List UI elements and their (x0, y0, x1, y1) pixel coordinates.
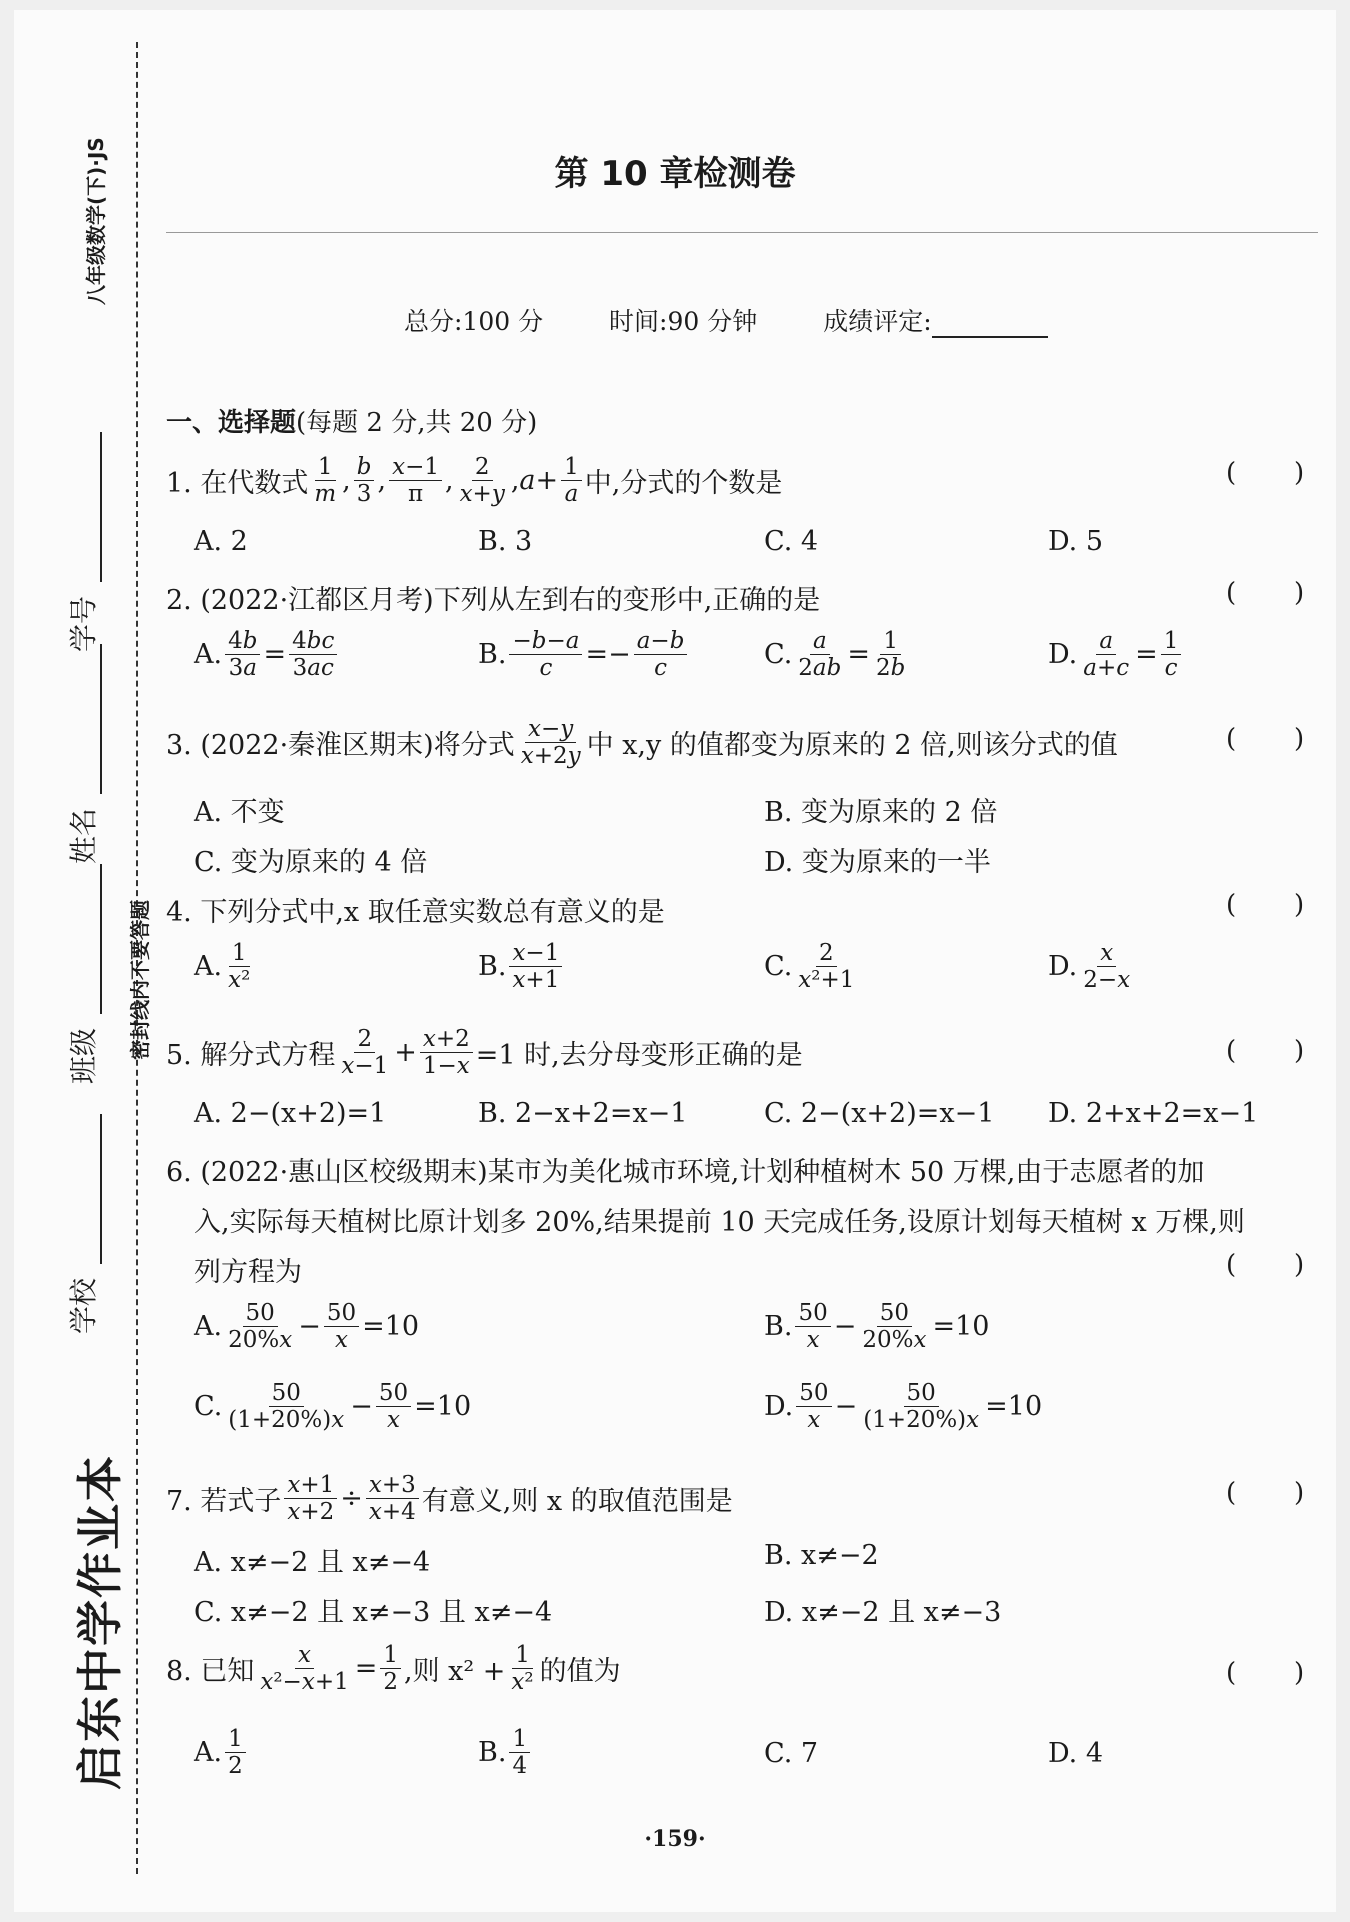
q7-option-d[interactable]: D. x≠−2 且 x≠−3 (764, 1597, 1002, 1628)
q2-option-c[interactable]: C. $\frac{a}{2ab}$ = $\frac{1}{2b}$ (764, 628, 906, 682)
question-5: 5. 解分式方程 $\frac{2}{x-1}$ + $\frac{x+2}{1-x}$ =1 时,去分母变形正确的是 (166, 1026, 803, 1080)
q1-option-b[interactable]: B. 3 (478, 526, 533, 557)
question-3: 3. (2022·秦淮区期末)将分式 $\frac{x-y}{x+2y}$ 中 x,y 的值都变为原来的 2 倍,则该分式的值 (166, 716, 1118, 770)
q7-option-b[interactable]: B. x≠−2 (764, 1540, 879, 1571)
name-field[interactable]: 姓名 (62, 644, 102, 864)
q4-option-d[interactable]: D. $\frac{x}{2-x}$ (1048, 940, 1131, 994)
q5-option-d[interactable]: D. 2+x+2=x−1 (1048, 1098, 1259, 1129)
exam-time: 时间:90 分钟 (609, 307, 758, 336)
title-divider (166, 232, 1318, 233)
q6-option-a[interactable]: A. $\frac{50}{20\%x}$ − $\frac{50}{x}$ =10 (194, 1300, 420, 1354)
q4-option-a[interactable]: A. $\frac{1}{\text{x²}}$ (194, 940, 251, 994)
q4-option-b[interactable]: B. $\frac{x-1}{x+1}$ (478, 940, 565, 994)
answer-bracket-6[interactable]: ( ) (1226, 1250, 1305, 1280)
question-1: 1. 在代数式 $\frac{1}{m}$ , $\frac{b}{3}$ , $\frac{x-1}{\pi}$ , $\frac{2}{x+y}$ , a + $\frac{1}{a}$ 中,分式的个数是 (166, 454, 783, 508)
exam-meta (404, 302, 1048, 338)
page-title: 第 10 章检测卷 (554, 154, 796, 194)
q2-option-a[interactable]: A. $\frac{4b}{3a}$ = $\frac{4bc}{3ac}$ (194, 628, 340, 682)
q3-option-d[interactable]: D. 变为原来的一半 (764, 847, 991, 878)
q3-option-b[interactable]: B. 变为原来的 2 倍 (764, 797, 998, 828)
question-6-line-1: 6. (2022·惠山区校级期末)某市为美化城市环境,计划种植树木 50 万棵,由于志愿者的加 (166, 1157, 1205, 1188)
q8-option-a[interactable]: A. $\frac{1}{2}$ (194, 1726, 249, 1780)
q7-option-a[interactable]: A. x≠−2 且 x≠−4 (194, 1547, 431, 1578)
grade-label: 成绩评定: (823, 307, 932, 336)
q5-option-c[interactable]: C. 2−(x+2)=x−1 (764, 1098, 995, 1129)
answer-bracket-8[interactable]: ( ) (1226, 1658, 1305, 1688)
q8-option-b[interactable]: B. $\frac{1}{4}$ (478, 1726, 533, 1780)
section-heading: 一、选择题(每题 2 分,共 20 分) (166, 408, 538, 438)
answer-bracket-3[interactable]: ( ) (1226, 724, 1305, 754)
q6-option-c[interactable]: C. $\frac{50}{(1+20\%)x}$ − $\frac{50}{x}$ =10 (194, 1380, 472, 1434)
answer-bracket-4[interactable]: ( ) (1226, 890, 1305, 920)
school-field[interactable]: 学校 (62, 1114, 102, 1334)
q3-option-c[interactable]: C. 变为原来的 4 倍 (194, 847, 428, 878)
q8-option-d[interactable]: D. 4 (1048, 1738, 1104, 1769)
q3-option-a[interactable]: A. 不变 (194, 797, 285, 828)
q1-option-c[interactable]: C. 4 (764, 526, 819, 557)
grade-blank[interactable] (932, 314, 1048, 338)
answer-bracket-2[interactable]: ( ) (1226, 578, 1305, 608)
class-field[interactable]: 班级 (62, 864, 102, 1084)
seal-note: 密封线内不要答题 (128, 900, 152, 1060)
answer-bracket-1[interactable]: ( ) (1226, 458, 1305, 488)
q1-option-a[interactable]: A. 2 (194, 526, 248, 557)
number-field[interactable]: 学号 (62, 432, 102, 652)
q6-option-b[interactable]: B. $\frac{50}{x}$ − $\frac{50}{20\%x}$ =10 (764, 1300, 990, 1354)
question-2: 2. (2022·江都区月考)下列从左到右的变形中,正确的是 (166, 585, 821, 616)
answer-bracket-5[interactable]: ( ) (1226, 1036, 1305, 1066)
total-score: 总分:100 分 (404, 307, 544, 336)
q6-option-d[interactable]: D. $\frac{50}{x}$ − $\frac{50}{(1+20\%)x}$ =10 (764, 1380, 1043, 1434)
question-6-line-3: 列方程为 (194, 1257, 302, 1288)
book-reference: 八年级数学(下)·JS (84, 137, 108, 305)
q2-option-d[interactable]: D. $\frac{a}{a+c}$ = $\frac{1}{c}$ (1048, 628, 1184, 682)
question-8: 8. 已知 $\frac{x}{\text{x²−x+1}}$ = $\frac{1}{2}$ ,则 x² + $\frac{1}{\text{x²}}$ 的值为 (166, 1642, 621, 1696)
question-7: 7. 若式子 $\frac{x+1}{x+2}$ ÷ $\frac{x+3}{x+4}$ 有意义,则 x 的取值范围是 (166, 1472, 733, 1526)
q5-option-a[interactable]: A. 2−(x+2)=1 (194, 1098, 387, 1129)
question-6-line-2: 入,实际每天植树比原计划多 20%,结果提前 10 天完成任务,设原计划每天植树 x 万棵,则 (194, 1207, 1245, 1238)
q2-option-b[interactable]: B. $\frac{-b-a}{c}$ =− $\frac{a-b}{c}$ (478, 628, 690, 682)
q4-option-c[interactable]: C. $\frac{2}{\text{x²+1}}$ (764, 940, 855, 994)
q8-option-c[interactable]: C. 7 (764, 1738, 819, 1769)
answer-bracket-7[interactable]: ( ) (1226, 1478, 1305, 1508)
question-4: 4. 下列分式中,x 取任意实数总有意义的是 (166, 897, 665, 928)
school-name: 启东中学作业本 (73, 1454, 127, 1790)
page-number: ·159· (644, 1826, 706, 1852)
q1-option-d[interactable]: D. 5 (1048, 526, 1104, 557)
q7-option-c[interactable]: C. x≠−2 且 x≠−3 且 x≠−4 (194, 1597, 553, 1628)
q5-option-b[interactable]: B. 2−x+2=x−1 (478, 1098, 688, 1129)
